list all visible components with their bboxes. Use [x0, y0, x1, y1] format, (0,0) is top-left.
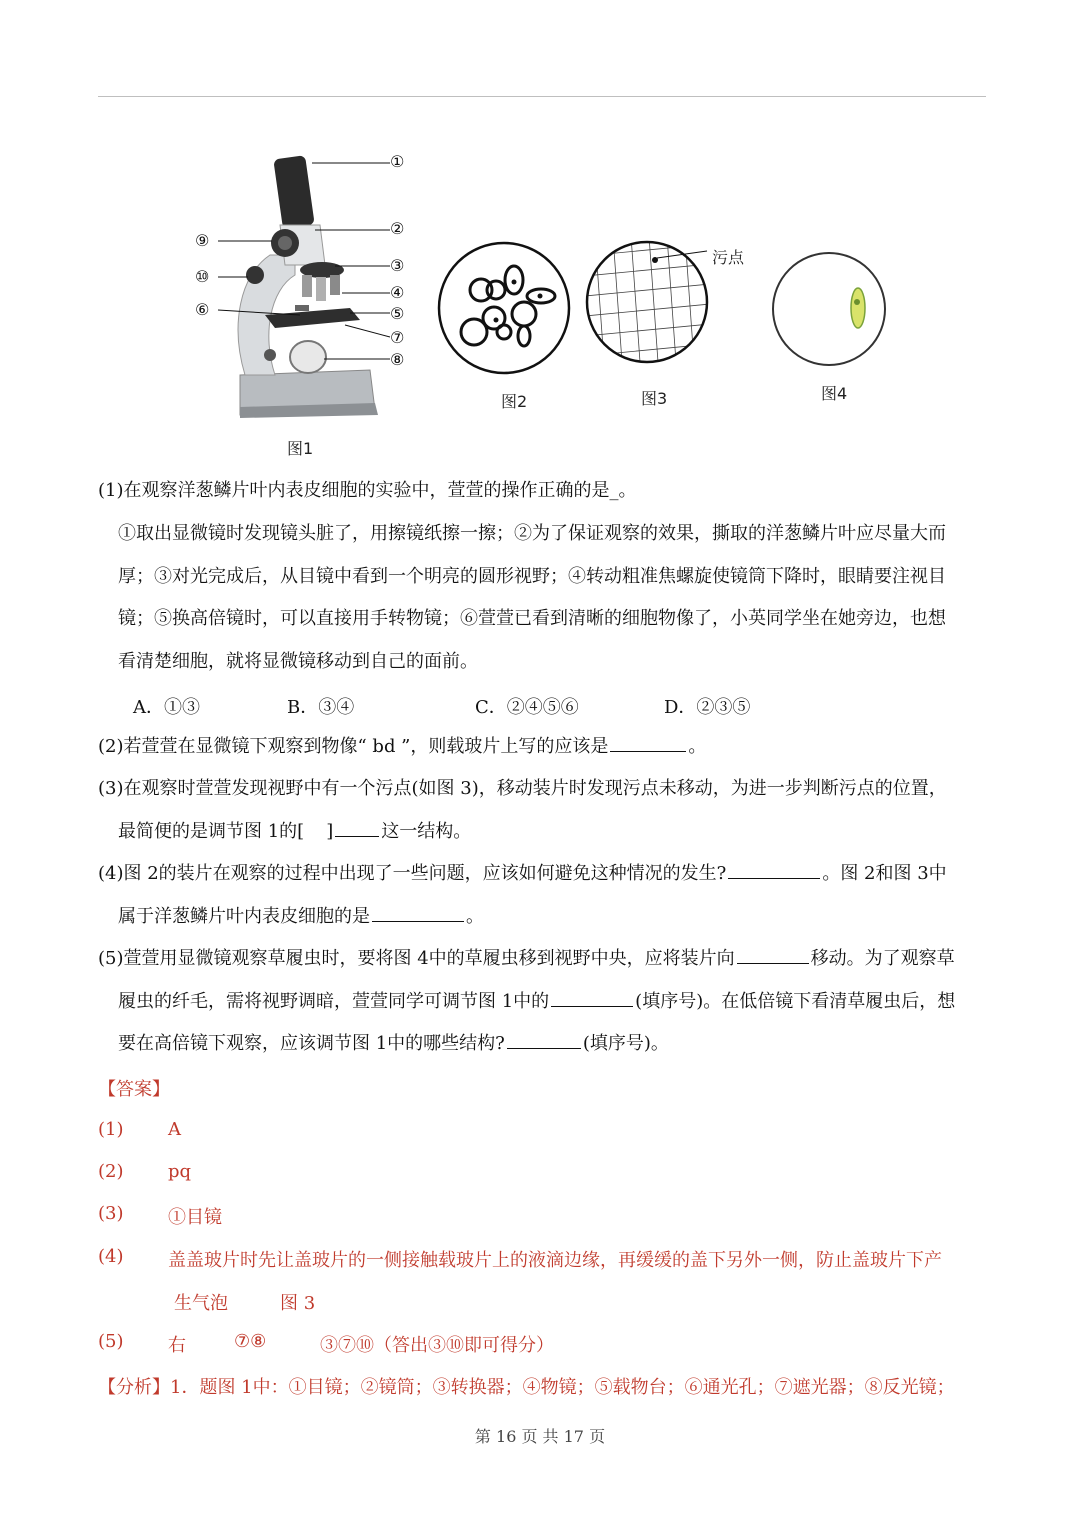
- question-1-body-line-2: 厚；③对光完成后，从目镜中看到一个明亮的圆形视野；④转动粗准焦螺旋使镜筒下降时，眼睛要注视目: [118, 566, 946, 587]
- question-4-line-2: 属于洋葱鳞片叶内表皮细胞的是 。: [118, 895, 988, 938]
- fig2-caption: 图2: [501, 392, 528, 411]
- answer-2-number: (2): [98, 1161, 124, 1182]
- answer-blank: [728, 858, 820, 879]
- fig4-caption: 图4: [821, 384, 848, 403]
- fig3-caption: 图3: [641, 389, 668, 408]
- question-1-stem: (1)在观察洋葱鳞片叶内表皮细胞的实验中，萱萱的操作正确的是_。: [98, 480, 637, 501]
- fig1-caption: 图1: [287, 439, 314, 458]
- analysis: 【分析】1．题图 1中：①目镜；②镜筒；③转换器；④物镜；⑤载物台；⑥通光孔；⑦遮光器；⑧反光镜；: [98, 1377, 955, 1398]
- answer-2: pq: [168, 1161, 192, 1182]
- answer-5-a: 右: [168, 1335, 186, 1356]
- paramecium-figure: [770, 250, 888, 368]
- answer-1-number: (1): [98, 1119, 124, 1140]
- label-8: ⑧: [390, 350, 405, 369]
- question-4-line-1: (4)图 2的装片在观察的过程中出现了一些问题，应该如何避免这种情况的发生? 。图 2和图 3中: [98, 852, 988, 895]
- answer-1: A: [168, 1119, 181, 1140]
- option-d: D．②③⑤: [664, 697, 751, 718]
- onion-cells-figure: [585, 236, 710, 376]
- option-c: C．②④⑤⑥: [475, 697, 579, 718]
- answer-5-c: ③⑦⑩（答出③⑩即可得分）: [320, 1335, 554, 1356]
- answer-4-line-1: 盖盖玻片时先让盖玻片的一侧接触载玻片上的液滴边缘，再缓缓的盖下另外一侧，防止盖玻片下产: [168, 1250, 942, 1271]
- label-3: ③: [390, 256, 405, 275]
- label-7: ⑦: [390, 328, 405, 347]
- label-4: ④: [390, 283, 405, 302]
- answer-5-number: (5): [98, 1331, 124, 1352]
- question-3-line-1: (3)在观察时萱萱发现视野中有一个污点(如图 3)，移动装片时发现污点未移动，为进一步判断污点的位置，: [98, 778, 947, 799]
- answer-4-line-2a: 生气泡: [174, 1293, 228, 1314]
- answer-heading: 【答案】: [98, 1079, 170, 1100]
- answer-4-number: (4): [98, 1246, 124, 1267]
- answer-5-b: ⑦⑧: [234, 1331, 267, 1352]
- question-1-body-line-3: 镜；⑤换高倍镜时，可以直接用手转物镜；⑥萱萱已看到清晰的细胞物像了，小英同学坐在她旁边，也想: [118, 608, 946, 629]
- question-1-body-line-4: 看清楚细胞，就将显微镜移动到自己的面前。: [118, 651, 478, 672]
- answer-blank: [335, 816, 379, 837]
- header-rule: [98, 96, 986, 97]
- answer-blank: [372, 901, 464, 922]
- label-10: ⑩: [195, 267, 210, 286]
- option-a: A．①③: [133, 697, 200, 718]
- fig3-label-dirt: 污点: [712, 248, 745, 267]
- answer-blank: [551, 986, 633, 1007]
- page-footer: 第 16 页 共 17 页: [474, 1427, 606, 1446]
- question-5-line-1: (5)萱萱用显微镜观察草履虫时，要将图 4中的草履虫移到视野中央，应将装片向 移动。为了观察草: [98, 937, 988, 980]
- label-2: ②: [390, 219, 405, 238]
- answer-blank: [610, 731, 686, 752]
- question-5-line-2: 履虫的纤毛，需将视野调暗，萱萱同学可调节图 1中的 (填序号)。在低倍镜下看清草履虫后，想: [118, 980, 988, 1023]
- answer-blank: [737, 943, 809, 964]
- answer-blank: [507, 1028, 581, 1049]
- answer-3: ①目镜: [168, 1207, 222, 1228]
- answer-3-number: (3): [98, 1203, 124, 1224]
- bubbles-figure: [436, 240, 572, 376]
- label-5: ⑤: [390, 304, 405, 323]
- question-2: (2)若萱萱在显微镜下观察到物像“ bd ”，则载玻片上写的应该是 。: [98, 725, 988, 768]
- label-1: ①: [390, 152, 405, 171]
- option-b: B．③④: [287, 697, 355, 718]
- label-6: ⑥: [195, 300, 210, 319]
- question-1-body-line-1: ①取出显微镜时发现镜头脏了，用擦镜纸擦一擦；②为了保证观察的效果，撕取的洋葱鳞片叶应尽量大而: [118, 523, 946, 544]
- answer-4-line-2b: 图 3: [280, 1293, 316, 1314]
- label-9: ⑨: [195, 231, 210, 250]
- question-5-line-3: 要在高倍镜下观察，应该调节图 1中的哪些结构? (填序号)。: [118, 1022, 988, 1065]
- question-3-line-2: 最简便的是调节图 1的[ ] 这一结构。: [118, 810, 988, 853]
